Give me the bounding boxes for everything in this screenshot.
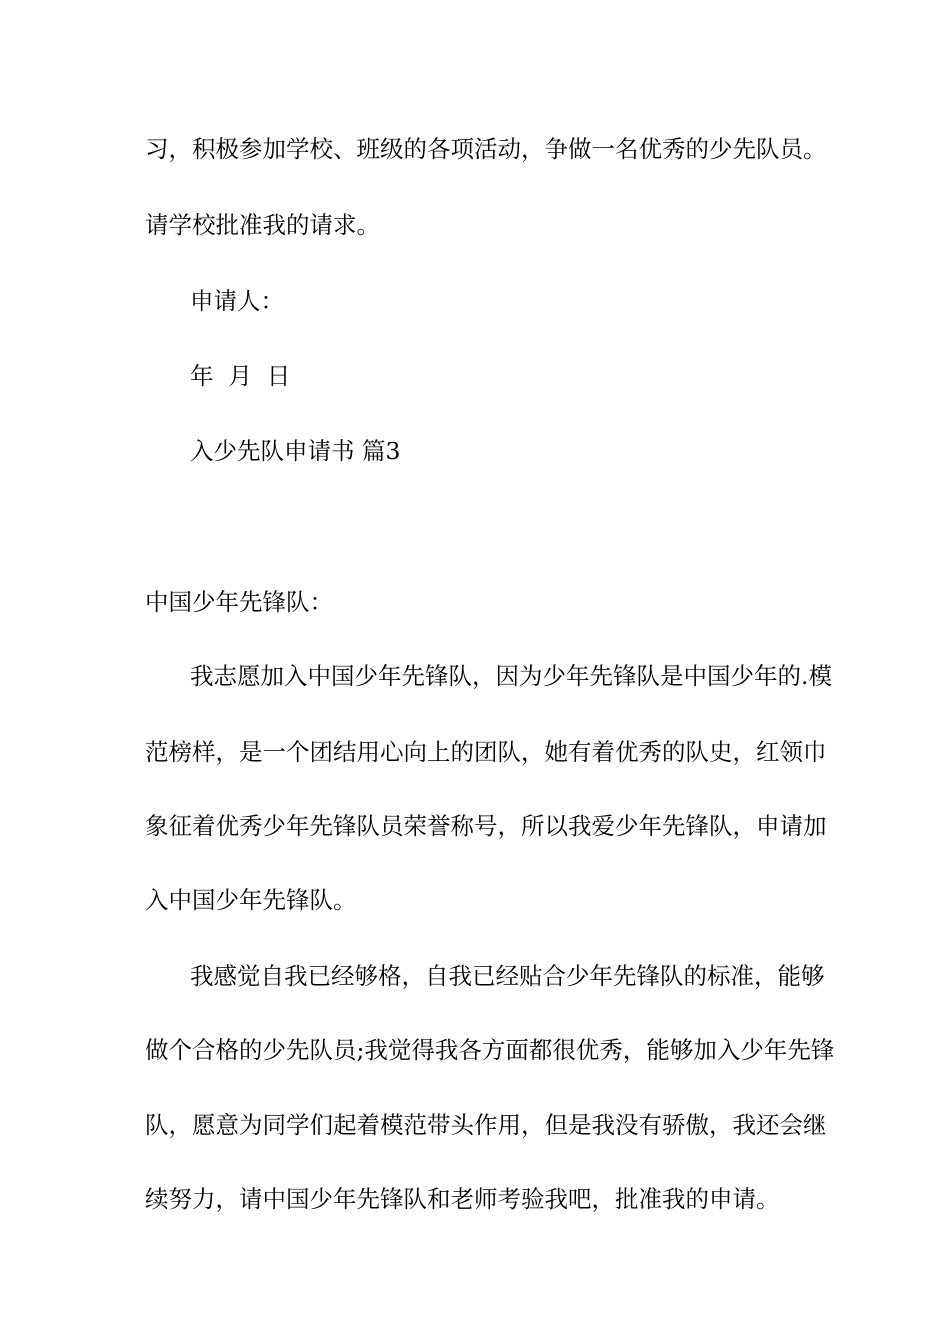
paragraph-line: 入中国少年先锋队。 [145,886,357,914]
salutation: 中国少年先锋队： [145,588,333,616]
date-line: 年 月 日 [190,362,291,390]
paragraph-line: 请学校批准我的请求。 [145,211,380,239]
section-heading: 入少先队申请书 篇3 [190,437,401,465]
paragraph-line: 续努力，请中国少年先锋队和老师考验我吧，批准我的申请。 [145,1185,780,1213]
paragraph-line: 范榜样，是一个团结用心向上的团队，她有着优秀的队史，红领巾 [145,738,827,766]
paragraph-line: 习，积极参加学校、班级的各项活动，争做一名优秀的少先队员。 [145,135,827,163]
paragraph-line: 我感觉自我已经够格，自我已经贴合少年先锋队的标准，能够 [190,962,825,990]
applicant-label: 申请人： [190,287,284,315]
paragraph-line: 我志愿加入中国少年先锋队，因为少年先锋队是中国少年的.模 [190,662,832,690]
paragraph-line: 做个合格的少先队员;我觉得我各方面都很优秀，能够加入少年先锋 [145,1036,835,1064]
paragraph-line: 队，愿意为同学们起着模范带头作用，但是我没有骄傲，我还会继 [145,1111,827,1139]
paragraph-line: 象征着优秀少年先锋队员荣誉称号，所以我爱少年先锋队，申请加 [145,812,827,840]
